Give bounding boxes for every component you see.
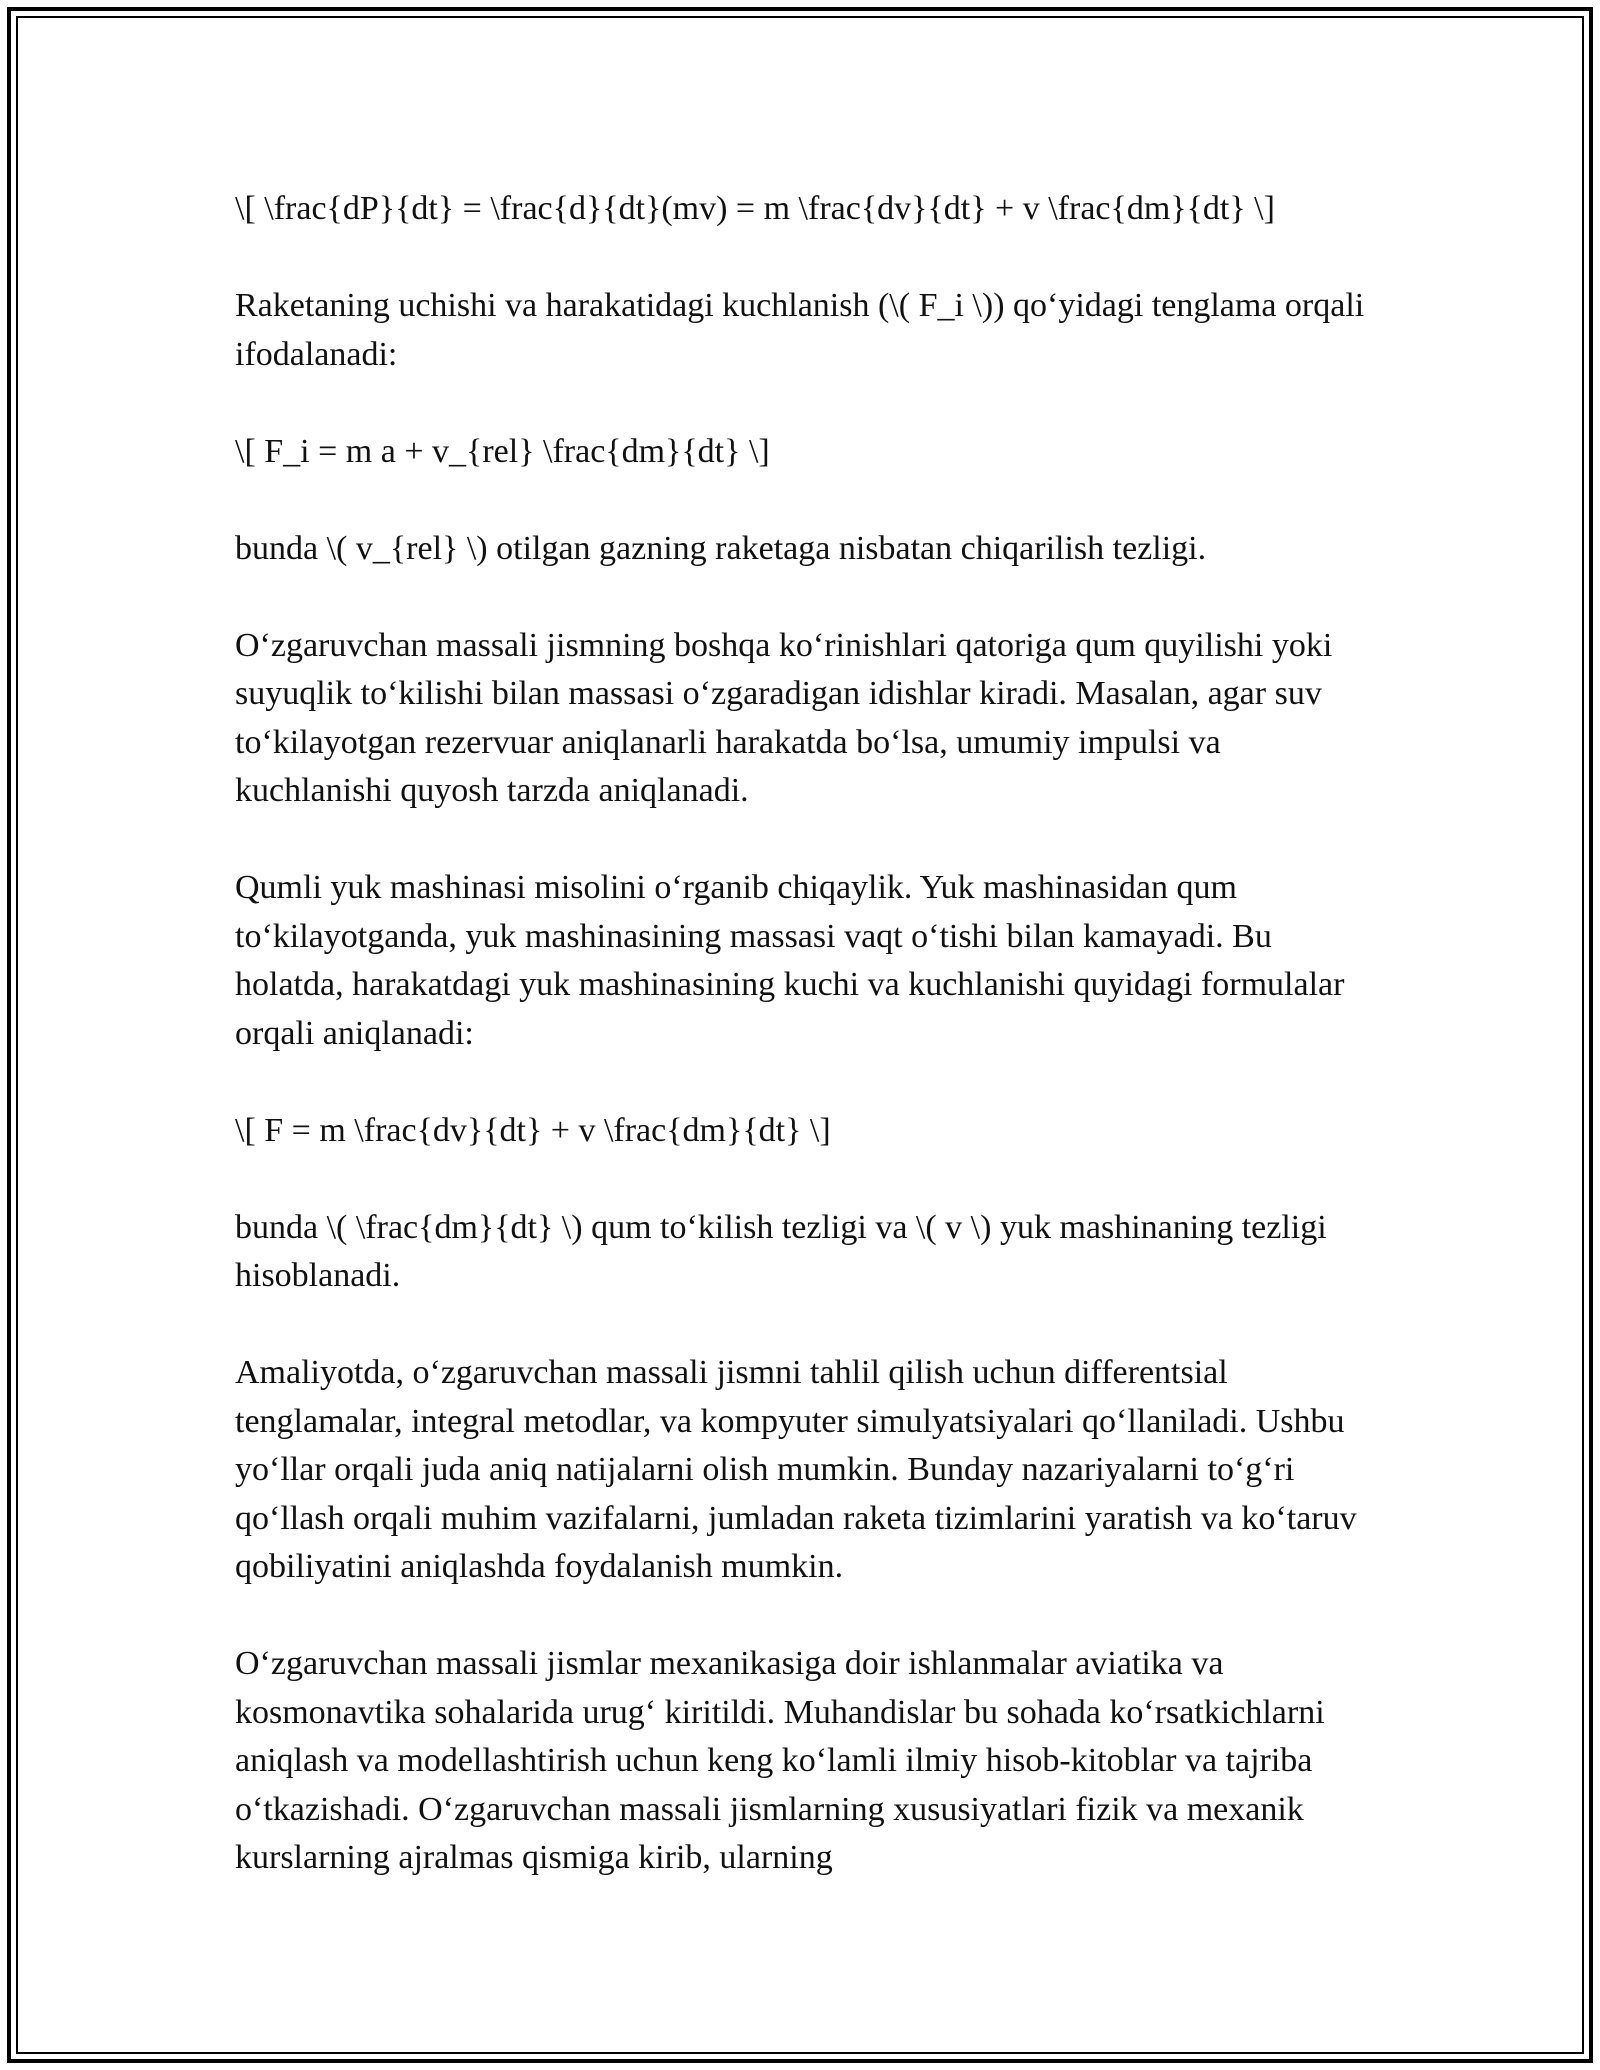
document-body [235,185,1375,1931]
paragraph-vrel-definition: bunda \( v_{rel} \) otilgan gazning raketaga nisbatan chiqarilish tezligi. [235,529,1207,567]
paragraph-practice-methods: Amaliyotda, o‘zgaruvchan massali jismni tahlil qilish uchun differentsial tenglamalar, integral metodlar, va kompyuter simulyatsiyalari qo‘llaniladi. Ushbu yo‘llar orqali juda aniq natijalarni olish mumkin. Bunday nazariyalarni to‘g‘ri qo‘llash orqali muhim vazifalarni, jumladan raketa tizimlarini yaratish va ko‘taruv qobiliyatini aniqlashda foydalanish mumkin. [235,1354,1357,1585]
equation-truck-force: \[ F = m \frac{dv}{dt} + v \frac{dm}{dt} \] [235,1111,831,1149]
paragraph-rocket-force-intro: Raketaning uchishi va harakatidagi kuchlanish (\( F_i \)) qo‘yidagi tenglama orqali ifodalanadi: [235,287,1365,373]
paragraph-truck-definitions: bunda \( \frac{dm}{dt} \) qum to‘kilish tezligi va \( v \) yuk mashinaning tezligi hisoblanadi. [235,1208,1327,1294]
equation-momentum-derivative: \[ \frac{dP}{dt} = \frac{d}{dt}(mv) = m \frac{dv}{dt} + v \frac{dm}{dt} \] [235,190,1275,227]
equation-rocket-force: \[ F_i = m a + v_{rel} \frac{dm}{dt} \] [235,432,770,470]
paragraph-aviation-applications: O‘zgaruvchan massali jismlar mexanikasiga doir ishlanmalar aviatika va kosmonavtika sohalarida urug‘ kiritildi. Muhandislar bu sohada ko‘rsatkichlarni aniqlash va modellashtirish uchun keng ko‘lamli ilmiy hisob-kitoblar va tajriba o‘tkazishadi. O‘zgaruvchan massali jismlarning xususiyatlari fizik va mexanik kurslarning ajralmas qismiga kirib, ularning [235,1645,1325,1876]
paragraph-sand-truck: Qumli yuk mashinasi misolini o‘rganib chiqaylik. Yuk mashinasidan qum to‘kilayotganda, yuk mashinasining massasi vaqt o‘tishi bilan kamayadi. Bu holatda, harakatdagi yuk mashinasining kuchi va kuchlanishi quyidagi formulalar orqali aniqlanadi: [235,869,1345,1052]
paragraph-variable-mass-examples: O‘zgaruvchan massali jismning boshqa ko‘rinishlari qatoriga qum quyilishi yoki suyuqlik to‘kilishi bilan massasi o‘zgaradigan idishlar kiradi. Masalan, agar suv to‘kilayotgan rezervuar aniqlanarli harakatda bo‘lsa, umumiy impulsi va kuchlanishi quyosh tarzda aniqlanadi. [235,626,1333,809]
